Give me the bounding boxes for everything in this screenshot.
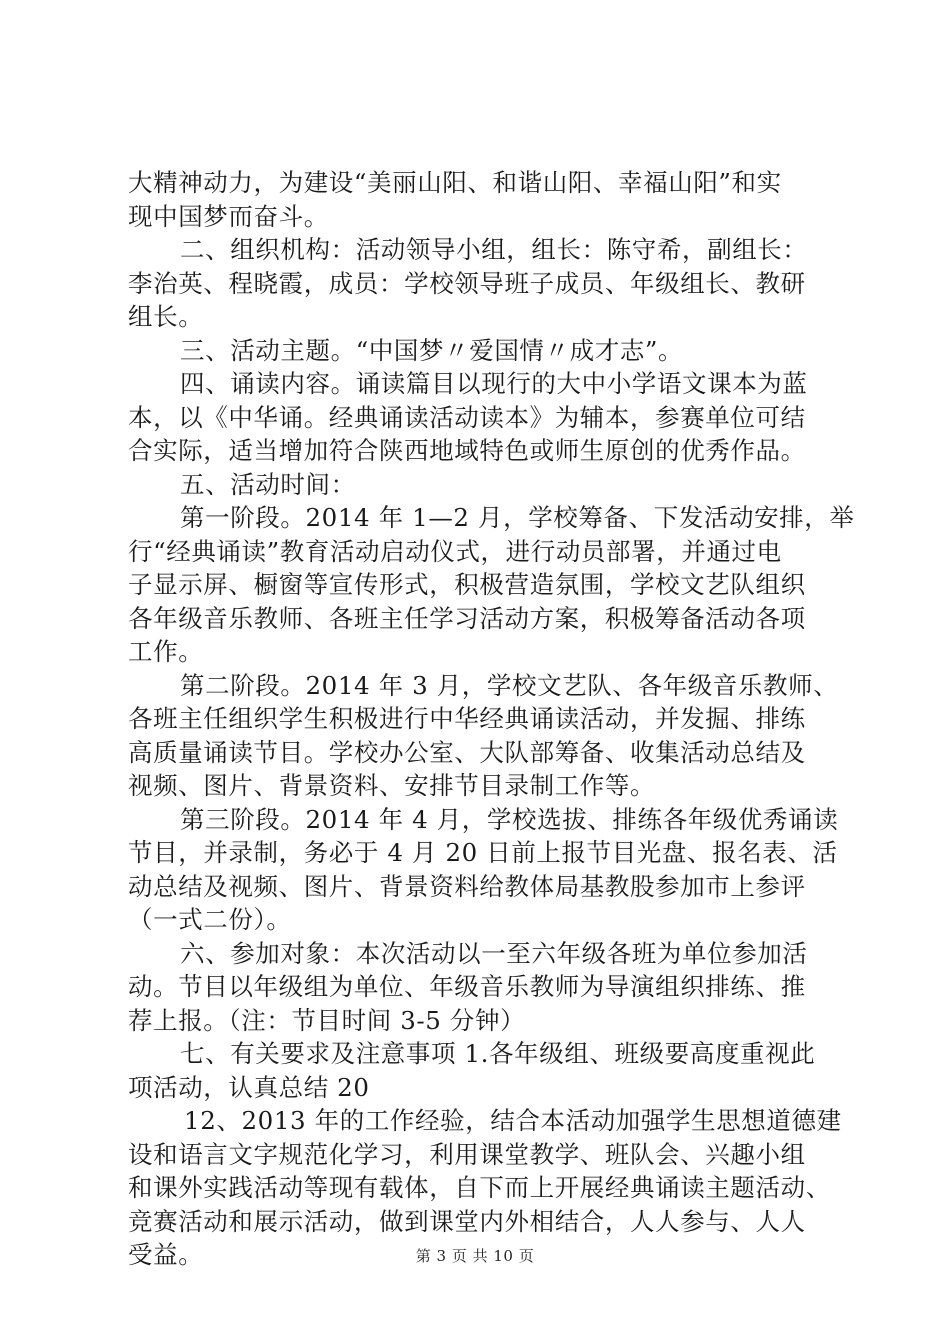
- text-line: 三、活动主题。“中国梦〃爱国情〃成才志”。: [180, 335, 684, 365]
- text-line: 六、参加对象：本次活动以一至六年级各班为单位参加活: [180, 938, 808, 968]
- text-line: 动总结及视频、图片、背景资料给教体局基教股参加市上参评: [128, 871, 806, 901]
- text-line: 组长。: [128, 302, 204, 331]
- text-line: 节目，并录制，务必于 4 月 20 日前上报节目光盘、报名表、活: [128, 838, 838, 867]
- text-line: 项活动，认真总结 20: [128, 1072, 370, 1102]
- text-line: 第二阶段。2014 年 3 月，学校文艺队、各年级音乐教师、: [180, 670, 839, 700]
- text-line: 视频、图片、背景资料、安排节目录制工作等。: [128, 771, 656, 800]
- text-line: （一式二份）。: [128, 905, 292, 934]
- text-line: 子显示屏、橱窗等宣传形式，积极营造氛围，学校文艺队组织: [128, 570, 806, 599]
- document-body: [128, 166, 855, 1272]
- text-line: 荐上报。（注：节目时间 3-5 分钟）: [128, 1005, 526, 1035]
- text-line: 工作。: [128, 637, 204, 666]
- text-line: 动。节目以年级组为单位、年级音乐教师为导演组织排练、推: [128, 972, 806, 1001]
- text-line: 受益。: [128, 1240, 204, 1269]
- text-line: 竞赛活动和展示活动，做到课堂内外相结合，人人参与、人人: [128, 1206, 806, 1236]
- text-line: 设和语言文字规范化学习，利用课堂教学、班队会、兴趣小组: [128, 1139, 806, 1169]
- text-line: 大精神动力，为建设“美丽山阳、和谐山阳、幸福山阳”和实: [128, 168, 782, 197]
- text-line: 各年级音乐教师、各班主任学习活动方案，积极筹备活动各项: [128, 603, 806, 633]
- text-line: 七、有关要求及注意事项 1.各年级组、班级要高度重视此: [180, 1039, 816, 1068]
- text-line: 本，以《中华诵。经典诵读活动读本》为辅本，参赛单位可结: [128, 402, 806, 432]
- text-line: 12、2013 年的工作经验，结合本活动加强学生思想道德建: [184, 1106, 842, 1135]
- text-line: 四、诵读内容。诵读篇目以现行的大中小学语文课本为蓝: [180, 369, 808, 398]
- text-line: 和课外实践活动等现有载体，自下而上开展经典诵读主题活动、: [128, 1173, 831, 1202]
- text-line: 行“经典诵读”教育活动启动仪式，进行动员部署，并通过电: [128, 536, 782, 566]
- page-footer: 第 3 页 共 10 页: [415, 1247, 535, 1265]
- text-line: 二、组织机构：活动领导小组，组长：陈守希，副组长：: [180, 235, 808, 264]
- text-line: 高质量诵读节目。学校办公室、大队部筹备、收集活动总结及: [128, 737, 806, 767]
- text-line: 现中国梦而奋斗。: [128, 201, 329, 231]
- text-line: 第三阶段。2014 年 4 月，学校选拔、排练各年级优秀诵读: [180, 804, 839, 834]
- text-line: 李治英、程晓霞，成员：学校领导班子成员、年级组长、教研: [128, 268, 806, 298]
- text-line: 第一阶段。2014 年 1—2 月，学校筹备、下发活动安排，举: [180, 503, 855, 532]
- text-line: 各班主任组织学生积极进行中华经典诵读活动，并发掘、排练: [128, 704, 806, 733]
- text-line: 合实际，适当增加符合陕西地域特色或师生原创的优秀作品。: [128, 436, 806, 465]
- text-line: 五、活动时间：: [180, 469, 356, 499]
